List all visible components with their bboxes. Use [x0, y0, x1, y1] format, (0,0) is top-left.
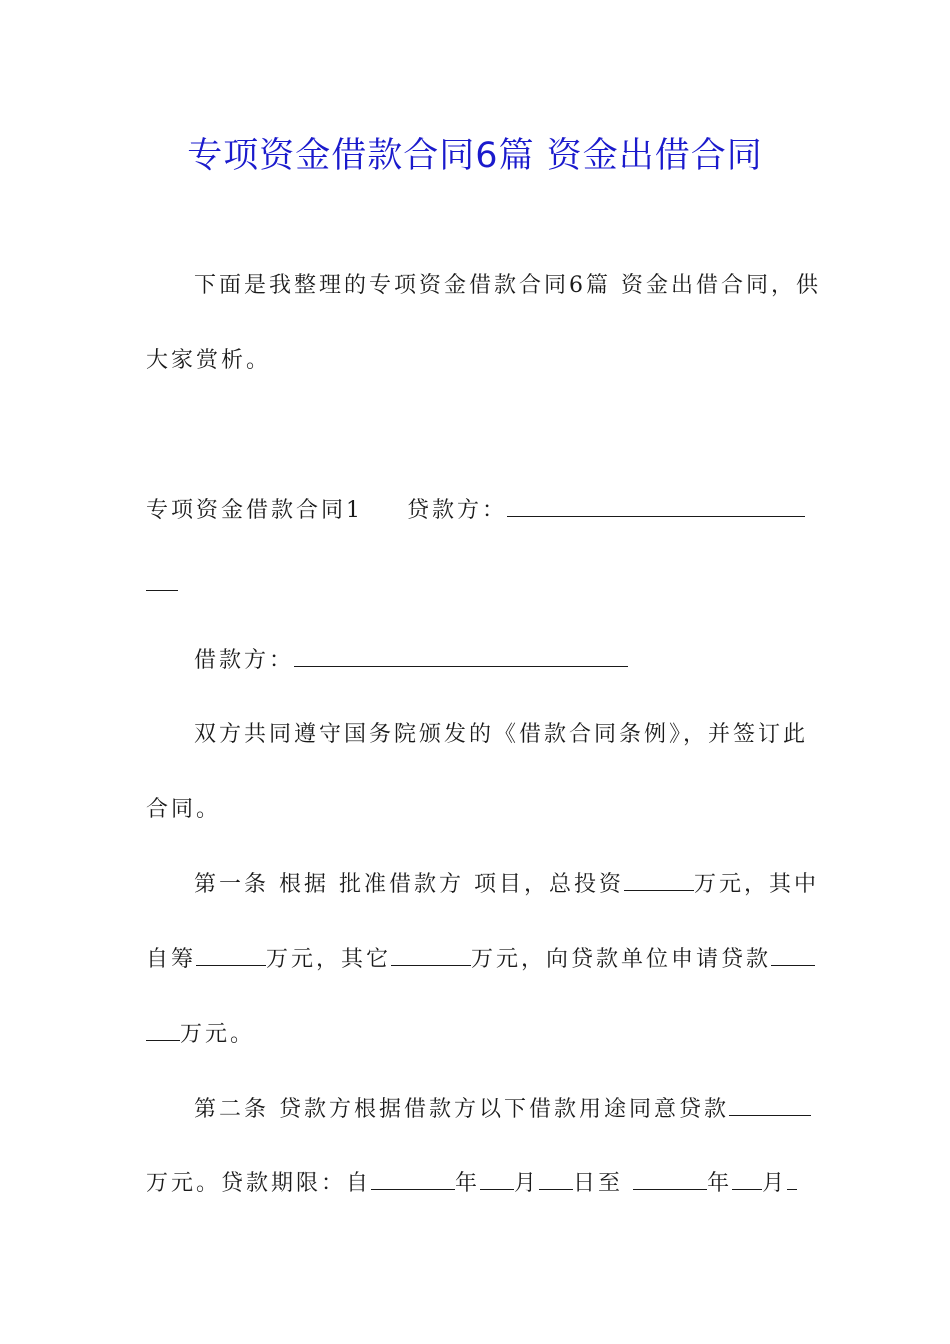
- article-1-line-1: [194, 870, 819, 900]
- article-2-text: 月: [514, 1171, 540, 1196]
- borrower-blank: [294, 646, 628, 667]
- borrower-label: 借款方：: [194, 648, 295, 673]
- lender-blank-continued: [146, 570, 806, 600]
- document-title: 专项资金借款合同6篇 资金出借合同: [187, 136, 763, 176]
- article-2-text: 月: [762, 1171, 788, 1196]
- start-day-blank: [539, 1169, 573, 1190]
- end-month-blank: [732, 1169, 762, 1190]
- loan-amount-blank: [771, 945, 815, 966]
- contract-heading: 专项资金借款合同1: [146, 498, 363, 523]
- loan-amount-blank-tail: [146, 1020, 180, 1041]
- article-1-line-3: [146, 1020, 806, 1050]
- self-raised-blank: [196, 945, 266, 966]
- article-2-text: 第二条 贷款方根据借款方以下借款用途同意贷款: [194, 1097, 729, 1122]
- article-2-text: 日至: [573, 1171, 624, 1196]
- article-1-text: 自筹: [146, 947, 197, 972]
- article-1-line-2: [146, 945, 806, 975]
- intro-line-1: 下面是我整理的专项资金借款合同6篇 资金出借合同，供: [194, 273, 821, 298]
- lender-blank: [507, 496, 805, 517]
- start-month-blank: [480, 1169, 514, 1190]
- article-1-text: 万元，其中: [693, 872, 819, 897]
- article-2-line-2: [146, 1169, 806, 1199]
- end-year-blank: [633, 1169, 707, 1190]
- article-2-text: 年: [707, 1171, 733, 1196]
- lender-label: 贷款方：: [407, 498, 508, 523]
- contract-heading-line: [146, 496, 806, 526]
- borrower-line: [194, 646, 806, 676]
- article-2-text: 年: [455, 1171, 481, 1196]
- lender-blank-tail: [146, 570, 178, 591]
- total-investment-blank: [624, 870, 694, 891]
- article-1-text: 万元。: [180, 1022, 256, 1047]
- article-2-text: 万元。贷款期限：自: [146, 1171, 372, 1196]
- start-year-blank: [371, 1169, 455, 1190]
- preamble-line-2: 合同。: [146, 797, 222, 822]
- article-1-text: 第一条 根据 批准借款方 项目，总投资: [194, 872, 624, 897]
- article-2-line-1: [194, 1095, 806, 1125]
- other-funds-blank: [391, 945, 471, 966]
- agreed-loan-blank: [729, 1095, 811, 1116]
- end-day-blank: [787, 1169, 797, 1190]
- article-1-text: 万元，其它: [266, 947, 392, 972]
- preamble-line-1: 双方共同遵守国务院颁发的《借款合同条例》，并签订此: [194, 722, 809, 747]
- intro-line-2: 大家赏析。: [146, 348, 272, 373]
- article-1-text: 万元，向贷款单位申请贷款: [471, 947, 772, 972]
